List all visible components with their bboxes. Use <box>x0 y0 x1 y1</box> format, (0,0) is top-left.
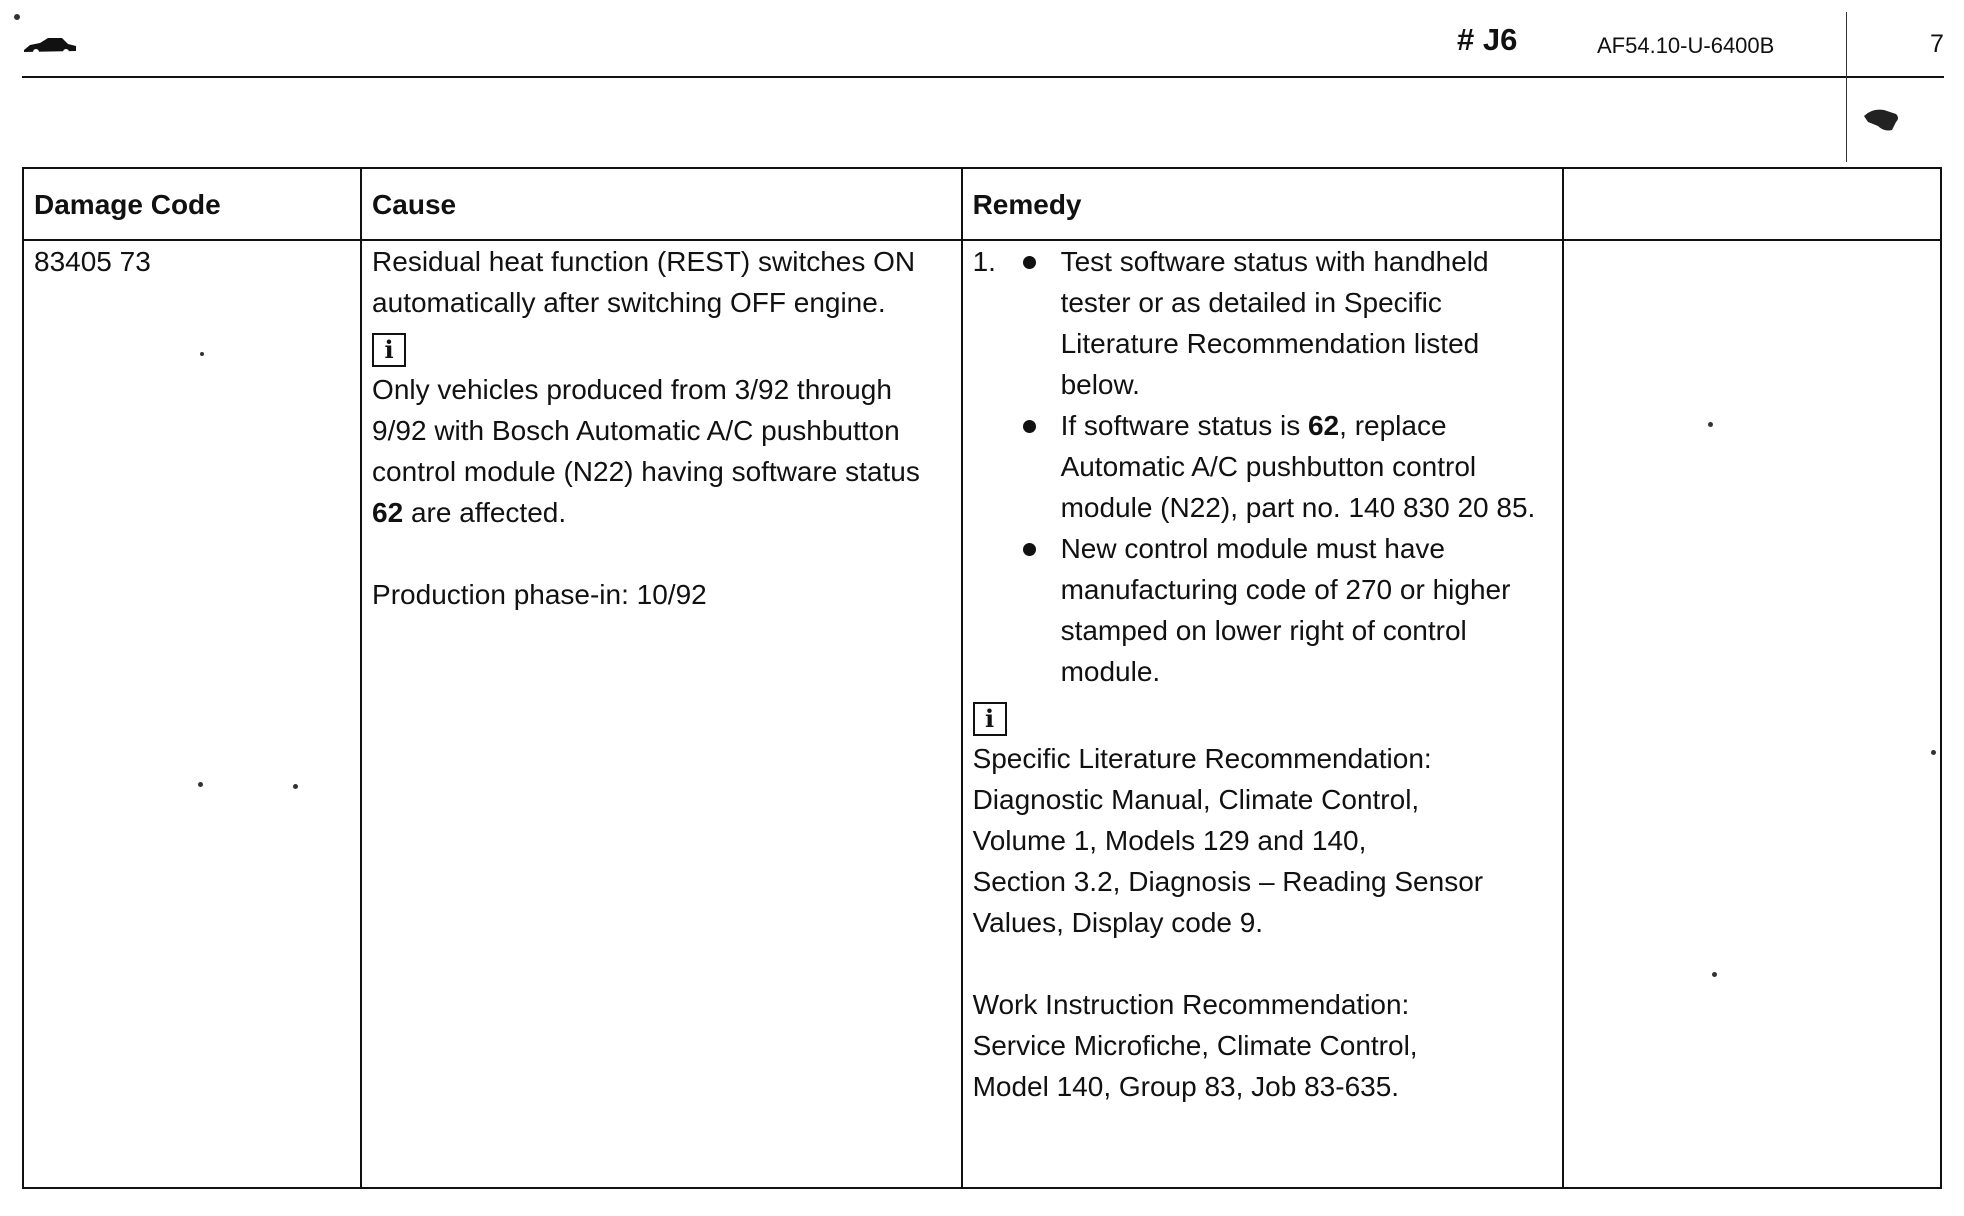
remedy-cell <box>962 240 1564 1188</box>
scan-speck <box>198 782 203 787</box>
work-instruction-line: Service Microfiche, Climate Control, <box>972 1030 1418 1061</box>
margin-line <box>1846 12 1847 162</box>
cause-description: Residual heat function (REST) switches ON automatically after switching OFF engine. <box>372 246 916 318</box>
remedy-steps <box>973 241 1553 692</box>
pointing-hand-icon <box>1862 106 1902 134</box>
scan-speck <box>1708 422 1713 427</box>
step-number: 1. <box>972 246 996 277</box>
cause-note <box>372 369 951 533</box>
remedy-bullet-text: If software status is <box>1060 410 1308 441</box>
column-header-blank <box>1563 168 1941 240</box>
work-instruction-line: Model 140, Group 83, Job 83-635. <box>972 1071 1400 1102</box>
software-status-value: 62 <box>372 497 404 528</box>
column-header-damage-code: Damage Code <box>23 168 361 240</box>
literature-line: Section 3.2, Diagnosis – Reading Sensor <box>972 866 1484 897</box>
scan-speck <box>1931 750 1936 755</box>
damage-code-cell <box>23 240 361 1188</box>
scan-speck <box>293 784 298 789</box>
work-instruction-line: Work Instruction Recommendation: <box>972 989 1410 1020</box>
car-icon <box>22 36 78 56</box>
header-rule <box>22 76 1944 78</box>
cause-cell <box>361 240 962 1188</box>
production-phase-in: Production phase-in: 10/92 <box>372 579 707 610</box>
blank-cell <box>1563 240 1941 1188</box>
software-status-value: 62 <box>1307 410 1340 441</box>
literature-recommendation <box>973 738 1553 943</box>
table-header-row <box>23 168 1941 240</box>
document-code: # J6 <box>1457 22 1518 57</box>
remedy-bullet-tail: , replace Automatic A/C pushbutton control module (N22), part no. 140 830 20 85. <box>1060 410 1536 523</box>
damage-code-table <box>22 167 1942 1189</box>
table-row <box>23 240 1941 1188</box>
work-instruction-recommendation <box>973 984 1553 1107</box>
document-number: AF54.10-U-6400B <box>1597 33 1775 58</box>
column-header-remedy: Remedy <box>962 168 1564 240</box>
literature-line: Specific Literature Recommendation: <box>972 743 1432 774</box>
info-icon: i <box>372 333 406 367</box>
scan-speck <box>1712 972 1717 977</box>
literature-line: Volume 1, Models 129 and 140, <box>972 825 1367 856</box>
remedy-bullet: Test software status with handheld tester or as detailed in Specific Literature Recommendation listed below. <box>1061 241 1553 405</box>
remedy-bullet <box>1061 405 1553 528</box>
cause-note-text: Only vehicles produced from 3/92 through 9/92 with Bosch Automatic A/C pushbutton control module (N22) having software status <box>372 374 920 487</box>
literature-line: Values, Display code 9. <box>972 907 1264 938</box>
scan-speck <box>200 352 204 356</box>
scan-speck <box>14 14 20 20</box>
damage-code-value: 83405 73 <box>34 246 151 277</box>
literature-line: Diagnostic Manual, Climate Control, <box>972 784 1420 815</box>
cause-note-tail: are affected. <box>403 497 567 528</box>
info-icon: i <box>973 702 1007 736</box>
remedy-bullet: New control module must have manufacturing code of 270 or higher stamped on lower right of control module. <box>1061 528 1553 692</box>
column-header-cause: Cause <box>361 168 962 240</box>
page-number: 7 <box>1930 30 1944 58</box>
